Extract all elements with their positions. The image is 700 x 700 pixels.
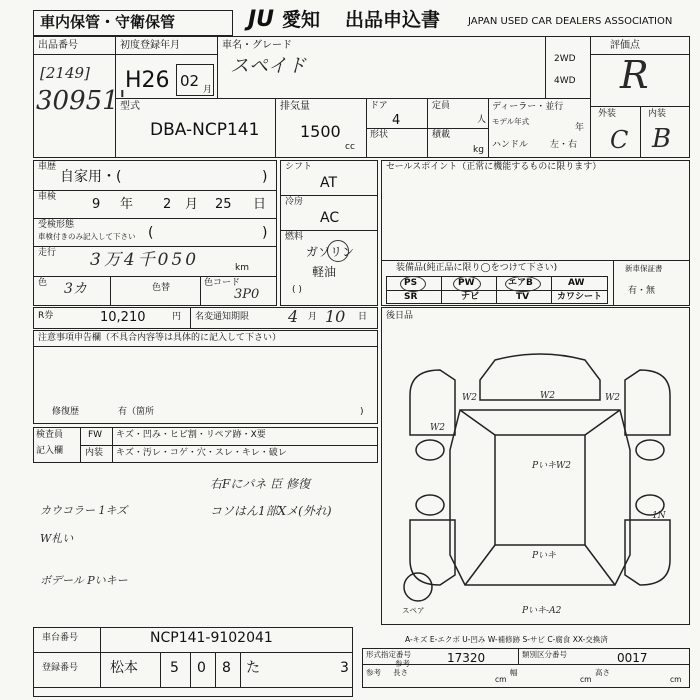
hw-line2: カウコラー 1キズ	[40, 504, 128, 517]
hw-line1: 右Fにパネ 臣 修復	[210, 477, 310, 491]
circle-pw	[453, 276, 481, 292]
score-value: R	[620, 53, 649, 97]
inspection-month: 2	[163, 197, 172, 212]
equip-aw: AW	[568, 278, 585, 288]
model-value: DBA-NCP141	[150, 120, 260, 140]
plate-num2: 0	[197, 660, 206, 676]
handle-label: ハンドル	[492, 140, 529, 150]
plate-label: 登録番号	[42, 663, 79, 673]
equip-navi: ナビ	[461, 292, 480, 302]
repaint-label: 色替	[152, 283, 171, 293]
mileage-value: 3万4千050	[90, 250, 200, 270]
drive-2wd: 2WD	[554, 54, 576, 64]
mileage-label: 走行	[38, 248, 57, 258]
first-reg-year: H26	[125, 68, 170, 93]
storage-title: 車内保管・守衛保管	[40, 13, 176, 31]
receive-note: 車検付きのみ記入して下さい	[38, 232, 136, 241]
mark-8: 1N	[652, 511, 666, 521]
color-label: 色	[38, 278, 48, 288]
spare-label: スペア	[402, 606, 425, 615]
doors-value: 4	[392, 113, 401, 128]
mark-4: W2	[430, 423, 445, 433]
english-title: JAPAN USED CAR DEALERS ASSOCIATION	[468, 16, 673, 27]
fuel-diesel: 軽油	[312, 265, 337, 279]
equip-pw: PW	[458, 278, 475, 288]
storage-box	[33, 10, 233, 36]
equip-airbag: エアB	[508, 278, 533, 288]
ac-value: AC	[320, 210, 340, 226]
mark-2: W2	[540, 391, 555, 401]
mark-6: Pいキ	[532, 551, 557, 561]
fuel-gas: ガソリン	[306, 245, 355, 259]
recycle-label: R券	[38, 311, 54, 321]
equipment-label: 装備品(純正品に限り◯をつけて下さい)	[396, 263, 558, 273]
receive-label: 受検形態	[38, 220, 75, 230]
class-label: 類別区分番号	[522, 650, 567, 659]
wheel-lr	[416, 495, 444, 515]
shape-label: 形状	[370, 130, 389, 140]
wheel-rf	[636, 440, 664, 460]
type-spec-label: 形式指定番号	[366, 650, 411, 659]
form-title: 出品申込書	[345, 9, 441, 31]
shift-label: シフト	[285, 162, 313, 172]
fuel-label: 燃料	[285, 232, 304, 242]
mark-1: W2	[462, 393, 477, 403]
handle-options: 左・右	[550, 140, 578, 150]
doors-label: ドア	[370, 101, 388, 111]
type-spec-value: 17320	[447, 651, 486, 665]
model-label: 型式	[120, 101, 140, 112]
color-code: 3P0	[234, 287, 260, 302]
inspector-label: 検査員	[36, 430, 64, 440]
width-label: 幅	[510, 668, 518, 677]
spare-tire	[404, 573, 432, 601]
right-rear-side	[625, 520, 670, 585]
inspector-entry-label: 記入欄	[36, 446, 64, 456]
notes-label: 注意事項申告欄（不具合内容等は具体的に記入して下さい）	[38, 333, 282, 343]
exterior-label: 外装	[598, 109, 617, 119]
model-year-label: モデル年式	[492, 117, 530, 126]
inspector-fw: FW	[88, 430, 103, 440]
wheel-lf	[416, 440, 444, 460]
load-label: 積載	[432, 130, 451, 140]
car-diagram	[400, 340, 680, 610]
length-label: 長さ	[393, 668, 408, 677]
class-value: 0017	[617, 651, 648, 665]
equip-sr: SR	[404, 292, 418, 302]
name-change-label: 名変通知期限	[195, 312, 250, 322]
history-label: 車歴	[38, 162, 57, 172]
ac-label: 冷房	[285, 197, 304, 207]
recycle-value: 10,210	[100, 310, 146, 325]
chassis-label: 車台番号	[42, 633, 79, 643]
damage-legend: A-キズ E-エクボ U-凹み W-補修跡 S-サビ C-腐食 XX-交換済	[405, 635, 608, 644]
cabin-outline	[495, 435, 585, 545]
repair-label: 修復歴	[52, 407, 80, 417]
height-label: 高さ	[595, 668, 610, 677]
plate-kana: た	[246, 660, 260, 676]
plate-last: 3	[340, 660, 349, 676]
plate-num3: 8	[222, 660, 231, 676]
hw-line4: W札い	[40, 532, 74, 545]
interior-score: B	[652, 124, 672, 154]
score-label: 評価点	[610, 40, 640, 51]
chassis-number: NCP141-9102041	[150, 630, 273, 646]
car-name-label: 車名・グレード	[222, 40, 292, 51]
first-reg-month: 02	[180, 72, 200, 90]
warranty-label: 新車保証書	[625, 264, 663, 273]
inspector-row1: キズ・凹み・ヒビ割・リペア跡・X要	[116, 430, 266, 440]
equip-tv: TV	[516, 292, 530, 302]
notes-frame	[33, 330, 378, 424]
name-change-day: 10	[325, 307, 346, 326]
mark-5: PいキW2	[532, 461, 572, 471]
inspection-year: 9	[92, 197, 101, 212]
car-name: スペイド	[230, 55, 307, 77]
sales-point-label: セールスポイント（正常に機能するものに限ります）	[386, 162, 602, 172]
plate-region: 松本	[110, 660, 138, 676]
displacement-value: 1500	[300, 122, 341, 141]
mark-3: W2	[605, 393, 620, 403]
fuel-circle	[327, 240, 349, 262]
lot-small-number: [2149]	[40, 64, 90, 82]
auction-sheet: 車内保管・守衛保管 JU 愛知 出品申込書 JAPAN USED CAR DEALERS ASSOCIATION 出品番号 [2149] 30951' 初度登録年月 H26 02 月 車名・グレード スペイド 2WD 4WD 評価点 R 外装 内装 C B 型式 DBA-NCP141 排気量 1500 cc ドア 4 定員 人 形状 積載 kg ディーラー・並行 モデル年式 年 ハンドル 左・右 車歴 自家用・( ) 車検 9 年 2 月 25 日 受検形態 車検付きのみ記入して下さい ( ) 走行 3万4千050 km 色 3カ 色替 色コード 3P0 シフト AT 冷房 AC 燃料 ガソリン 軽油 ( ) セールスポイント（正常に機能するものに限ります） 装備品(純正品に限り◯をつけて下さい) 新車保証書 有・無 PS PW エアB AW SR ナビ TV カワシート R券 10,210 円 名変通知期限 4 月 10 日 後日品 注意事項申告欄（不具合内容等は具体的に記入して下さい） 修復歴 有（箇所 ) 検査員 記入欄 FW キズ・凹み・ヒビ割・リペア跡・X要 内装 キズ・汚レ・コゲ・穴・スレ・キレ・破レ 右Fにパネ 臣 修復 カウコラー 1キズ コソはん1部Xメ(外れ) W札い ボデール Pいキー W2 W2 W2 W2 PいキW2 Pいキ Pいキ-A2 1N スペア A-キズ E-エクボ U-凹み W-補修跡 S-サビ C-腐食 XX-交換済 車台番号 NCP141-9102041 登録番号 松本 5 0 8 た 3 形式指定番号 参考 17320 類別区分番号 0017 参考 長さ cm 幅 cm 高さ cm	[0, 0, 700, 700]
hw-line3: コソはん1部Xメ(外れ)	[210, 504, 332, 518]
color-value: 3カ	[64, 281, 87, 297]
circle-airbag	[505, 276, 541, 292]
hw-line5: ボデール Pいキー	[40, 574, 128, 587]
lot-number: 30951'	[36, 86, 126, 116]
equip-leather: カワシート	[557, 292, 603, 302]
dealer-label: ディーラー・並行	[492, 102, 564, 112]
plate-num1: 5	[170, 660, 179, 676]
warranty-value: 有・無	[628, 286, 656, 296]
circle-ps	[400, 276, 426, 292]
name-change-month: 4	[288, 307, 299, 326]
inspection-day: 25	[215, 197, 232, 212]
back-day-label: 後日品	[386, 311, 414, 321]
drive-4wd: 4WD	[554, 76, 576, 86]
repair-value: 有（箇所	[118, 407, 155, 417]
inspector-row2: キズ・汚レ・コゲ・穴・スレ・キレ・破レ	[116, 448, 287, 458]
inspection-label: 車検	[38, 192, 57, 202]
shift-value: AT	[320, 175, 338, 191]
lot-label: 出品番号	[38, 40, 78, 51]
ju-logo: JU	[248, 7, 275, 32]
org-name: 愛知	[282, 9, 321, 31]
capacity-label: 定員	[432, 101, 451, 111]
exterior-score: C	[610, 126, 629, 154]
interior-label: 内装	[648, 109, 667, 119]
first-reg-label: 初度登録年月	[120, 40, 180, 51]
inspector-interior: 内装	[85, 448, 104, 458]
color-code-label: 色コード	[204, 278, 241, 288]
displacement-label: 排気量	[280, 101, 310, 112]
right-front-side	[625, 370, 670, 435]
mark-7: Pいキ-A2	[522, 606, 562, 616]
history-value: 自家用・(	[60, 169, 122, 185]
equip-ps: PS	[404, 278, 418, 288]
left-rear-side	[410, 520, 455, 585]
